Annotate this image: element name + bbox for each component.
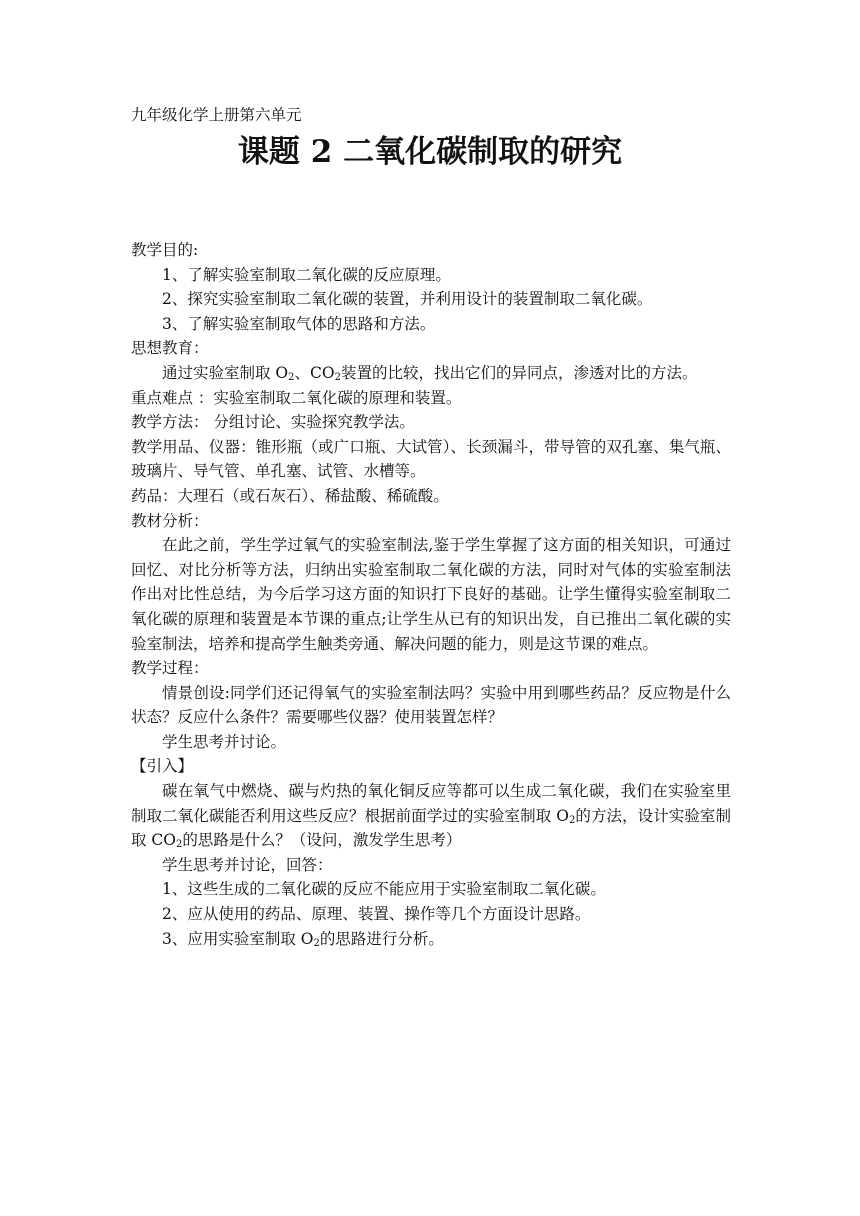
answer-item-3: 3、应用实验室制取 $O_2$的思路进行分析。: [162, 929, 444, 949]
equipment-list: 教学用品、仪器：锥形瓶（或广口瓶、大试管）、长颈漏斗，带导管的双孔塞、集气瓶、玻璃片、导气管、单孔塞、试管、水槽等。: [131, 437, 731, 481]
objective-item-3: 3、了解实验室制取气体的思路和方法。: [162, 314, 436, 333]
unit-header: 九年级化学上册第六单元: [131, 106, 302, 124]
teaching-method: 教学方法： 分组讨论、实验探究教学法。: [131, 413, 415, 432]
answer-item-2: 2、应从使用的药品、原理、装置、操作等几个方面设计思路。: [162, 905, 591, 924]
objective-item-1: 1、了解实验室制取二氧化碳的反应原理。: [162, 265, 451, 284]
scenario-paragraph: 情景创设:同学们还记得氧气的实验室制法吗？实验中用到哪些药品？反应物是什么状态？反应什么条件？需要哪些仪器？使用装置怎样？: [131, 683, 731, 727]
answer-lead: 学生思考并讨论，回答：: [162, 855, 333, 874]
ideology-heading: 思想教育：: [131, 339, 209, 358]
key-points: 重点难点 ：实验室制取二氧化碳的原理和装置。: [131, 388, 462, 407]
process-heading: 教学过程：: [131, 659, 209, 678]
intro-paragraph: 碳在氧气中燃烧、碳与灼热的氧化铜反应等都可以生成二氧化碳，我们在实验室里制取二氧化碳能否利用这些反应？根据前面学过的实验室制取 $O_2$的方法，设计实验室制取 $CO_2$的思路是什么？（设问，激发学生思考）: [131, 782, 731, 851]
analysis-heading: 教材分析：: [131, 511, 209, 530]
objectives-heading: 教学目的:: [131, 241, 199, 259]
answer-item-1: 1、这些生成的二氧化碳的反应不能应用于实验室制取二氧化碳。: [162, 880, 606, 899]
ideology-paragraph: 通过实验室制取 $O_2$、$CO_2$装置的比较，找出它们的异同点，渗透对比的方法。: [162, 363, 698, 383]
intro-heading: 【引入】: [131, 757, 194, 776]
page-title: 课题 2 二氧化碳制取的研究: [237, 134, 623, 170]
student-discussion: 学生思考并讨论。: [162, 732, 287, 751]
document-body: [131, 238, 731, 951]
objective-item-2: 2、探究实验室制取二氧化碳的装置，并利用设计的装置制取二氧化碳。: [162, 290, 653, 309]
reagents-list: 药品：大理石（或石灰石）、稀盐酸、稀硫酸。: [131, 486, 449, 505]
analysis-paragraph: 在此之前，学生学过氧气的实验室制法,鉴于学生掌握了这方面的相关知识，可通过回忆、对比分析等方法，归纳出实验室制取二氧化碳的方法，同时对气体的实验室制法作出对比性总结，为今后学习这方面的知识打下良好的基础。让学生懂得实验室制取二氧化碳的原理和装置是本节课的重点;让学生从已有的知识出发，自已推出二氧化碳的实验室制法，培养和提高学生触类旁通、解决问题的能力，则是这节课的难点。: [131, 536, 731, 653]
